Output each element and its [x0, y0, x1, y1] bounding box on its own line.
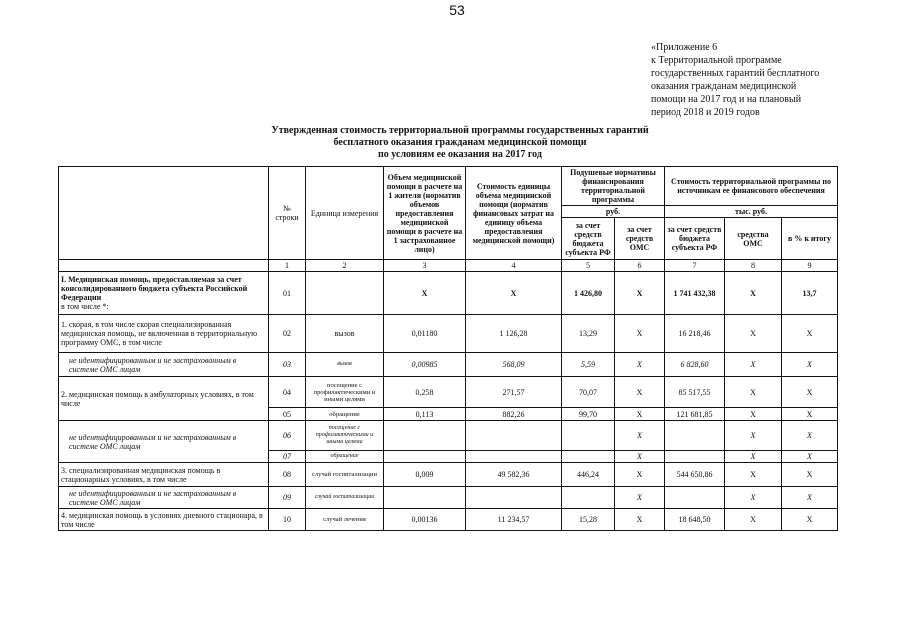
row-unit: обращение: [306, 408, 384, 421]
row-volume: [384, 487, 466, 509]
row-volume: [384, 421, 466, 451]
row-cost-pct: X: [782, 408, 838, 421]
row-no: 04: [269, 377, 306, 408]
row-name: не идентифицированным и не застрахованным в системе ОМС лицам: [59, 487, 269, 509]
row-no: 07: [269, 451, 306, 463]
table-row: [59, 353, 838, 377]
column-number: 5: [562, 260, 615, 272]
row-unit: вызов: [306, 315, 384, 353]
row-unit: посещение с профилактическими и иными целями: [306, 377, 384, 408]
row-cost-oms: X: [725, 421, 782, 451]
row-pc-budget: [562, 451, 615, 463]
appendix-line: период 2018 и 2019 годов: [651, 107, 760, 118]
header-unit-cost: Стоимость единицы объема медицинской помощи (норматив финансовых затрат на единицу объема предоставления медицинской помощи): [466, 167, 562, 260]
row-cost-oms: X: [725, 463, 782, 487]
header-cost-unit: тыс. руб.: [665, 206, 838, 218]
table-row: [59, 463, 838, 487]
row-cost-oms: X: [725, 451, 782, 463]
row-pc-oms: X: [615, 315, 665, 353]
row-volume: 0,00136: [384, 509, 466, 531]
row-pc-oms: X: [615, 509, 665, 531]
header-empty-cell: [59, 167, 269, 260]
row-unit-cost: [466, 487, 562, 509]
column-number: 3: [384, 260, 466, 272]
row-name-extra: в том числе *:: [61, 302, 109, 311]
column-number: 8: [725, 260, 782, 272]
row-unit: вызов: [306, 353, 384, 377]
row-unit-cost: [466, 451, 562, 463]
row-pc-budget: 446,24: [562, 463, 615, 487]
row-unit-cost: 1 126,28: [466, 315, 562, 353]
row-cost-budget: [665, 421, 725, 451]
row-no: 08: [269, 463, 306, 487]
row-volume: 0,01180: [384, 315, 466, 353]
row-unit: посещение с профилактическими и иными целями: [306, 421, 384, 451]
header-pc-budget: за счет средств бюджета субъекта РФ: [562, 218, 615, 260]
row-unit-cost: 49 582,36: [466, 463, 562, 487]
row-unit-cost: X: [466, 272, 562, 315]
row-pc-oms: X: [615, 463, 665, 487]
row-unit-cost: 568,09: [466, 353, 562, 377]
row-name: 2. медицинская помощь в амбулаторных условиях, в том числе: [59, 377, 269, 421]
page-number: 53: [449, 2, 465, 18]
row-pc-oms: X: [615, 353, 665, 377]
row-name: не идентифицированным и не застрахованным в системе ОМС лицам: [59, 353, 269, 377]
header-per-capita-unit: руб.: [562, 206, 665, 218]
row-cost-budget: 121 681,85: [665, 408, 725, 421]
row-name: 3. специализированная медицинская помощь в стационарных условиях, в том числе: [59, 463, 269, 487]
row-pc-budget: 70,07: [562, 377, 615, 408]
row-no: 06: [269, 421, 306, 451]
row-name: [59, 272, 269, 315]
row-cost-pct: X: [782, 421, 838, 451]
row-cost-pct: X: [782, 463, 838, 487]
row-no: 03: [269, 353, 306, 377]
column-number: 6: [615, 260, 665, 272]
row-pc-oms: X: [615, 377, 665, 408]
title-line: Утвержденная стоимость территориальной программы государственных гарантий: [271, 125, 649, 136]
row-unit-cost: 271,57: [466, 377, 562, 408]
row-name: 1. скорая, в том числе скорая специализированная медицинская помощь, не включенная в территориальную программу ОМС, в том числе: [59, 315, 269, 353]
row-cost-oms: X: [725, 353, 782, 377]
row-cost-oms: X: [725, 377, 782, 408]
table-row: [59, 272, 838, 315]
column-numbers-row: [59, 260, 838, 272]
header-per-capita: Подушевые нормативы финансирования территориальной программы: [562, 167, 665, 206]
row-pc-oms: X: [615, 272, 665, 315]
row-no: 09: [269, 487, 306, 509]
row-pc-oms: X: [615, 451, 665, 463]
title-line: бесплатного оказания гражданам медицинской помощи: [333, 137, 587, 148]
row-no: 05: [269, 408, 306, 421]
appendix-line: оказания гражданам медицинской: [651, 81, 797, 92]
row-cost-budget: [665, 451, 725, 463]
row-cost-oms: X: [725, 315, 782, 353]
column-number: 1: [269, 260, 306, 272]
row-pc-budget: [562, 487, 615, 509]
row-volume: X: [384, 272, 466, 315]
row-cost-budget: 85 517,55: [665, 377, 725, 408]
row-pc-oms: X: [615, 408, 665, 421]
title-line: по условиям ее оказания на 2017 год: [378, 149, 542, 160]
column-number: 4: [466, 260, 562, 272]
row-cost-pct: X: [782, 509, 838, 531]
row-unit: обращение: [306, 451, 384, 463]
row-unit: случай госпитализации: [306, 463, 384, 487]
column-number: 7: [665, 260, 725, 272]
table-row: [59, 315, 838, 353]
row-unit: случай лечения: [306, 509, 384, 531]
row-cost-pct: X: [782, 315, 838, 353]
row-pc-budget: 13,29: [562, 315, 615, 353]
row-cost-budget: 544 650,86: [665, 463, 725, 487]
row-unit: случай госпитализации: [306, 487, 384, 509]
row-volume: 0,00985: [384, 353, 466, 377]
program-cost-table: [58, 166, 838, 531]
row-unit-cost: [466, 421, 562, 451]
row-cost-budget: [665, 487, 725, 509]
row-cost-pct: 13,7: [782, 272, 838, 315]
row-no: 01: [269, 272, 306, 315]
row-cost-budget: 16 218,46: [665, 315, 725, 353]
row-pc-budget: 99,70: [562, 408, 615, 421]
column-number: [59, 260, 269, 272]
row-cost-budget: 1 741 432,38: [665, 272, 725, 315]
row-name: не идентифицированным и не застрахованным в системе ОМС лицам: [59, 421, 269, 463]
row-cost-pct: X: [782, 377, 838, 408]
row-volume: 0,258: [384, 377, 466, 408]
row-pc-budget: 1 426,80: [562, 272, 615, 315]
row-cost-budget: 6 828,60: [665, 353, 725, 377]
row-cost-budget: 18 648,50: [665, 509, 725, 531]
appendix-note: [651, 41, 896, 119]
row-unit-cost: 11 234,57: [466, 509, 562, 531]
document-title: [200, 125, 720, 161]
row-name-text: I. Медицинская помощь, предоставляемая за счет консолидированного бюджета субъекта Российской Федерации: [61, 275, 248, 302]
header-row-no: № строки: [269, 167, 306, 260]
header-volume: Объем медицинской помощи в расчете на 1 жителя (норматив объемов предоставления медицинской помощи в расчете на 1 застрахованное лицо): [384, 167, 466, 260]
row-volume: [384, 451, 466, 463]
appendix-line: государственных гарантий бесплатного: [651, 68, 820, 79]
row-pc-oms: X: [615, 421, 665, 451]
appendix-line: «Приложение 6: [651, 42, 718, 53]
header-program-cost: Стоимость территориальной программы по источникам ее финансового обеспечения: [665, 167, 838, 206]
header-pc-oms: за счет средств ОМС: [615, 218, 665, 260]
header-unit: Единица измерения: [306, 167, 384, 260]
row-cost-pct: X: [782, 353, 838, 377]
appendix-line: помощи на 2017 год и на плановый: [651, 94, 802, 105]
row-volume: 0,009: [384, 463, 466, 487]
row-no: 02: [269, 315, 306, 353]
row-pc-budget: [562, 421, 615, 451]
appendix-line: к Территориальной программе: [651, 55, 782, 66]
table-row: [59, 421, 838, 451]
table-row: [59, 509, 838, 531]
row-pc-budget: 15,28: [562, 509, 615, 531]
row-volume: 0,113: [384, 408, 466, 421]
row-cost-oms: X: [725, 487, 782, 509]
row-pc-budget: 5,59: [562, 353, 615, 377]
row-unit-cost: 882,26: [466, 408, 562, 421]
header-cost-budget: за счет средств бюджета субъекта РФ: [665, 218, 725, 260]
row-cost-oms: X: [725, 509, 782, 531]
table-row: [59, 377, 838, 408]
row-no: 10: [269, 509, 306, 531]
row-cost-pct: X: [782, 487, 838, 509]
header-cost-pct: в % к итогу: [782, 218, 838, 260]
column-number: 2: [306, 260, 384, 272]
row-cost-oms: X: [725, 272, 782, 315]
row-cost-oms: X: [725, 408, 782, 421]
column-number: 9: [782, 260, 838, 272]
row-unit: [306, 272, 384, 315]
row-pc-oms: X: [615, 487, 665, 509]
row-name: 4. медицинская помощь в условиях дневного стационара, в том числе: [59, 509, 269, 531]
header-cost-oms: средства ОМС: [725, 218, 782, 260]
row-cost-pct: X: [782, 451, 838, 463]
table-row: [59, 487, 838, 509]
